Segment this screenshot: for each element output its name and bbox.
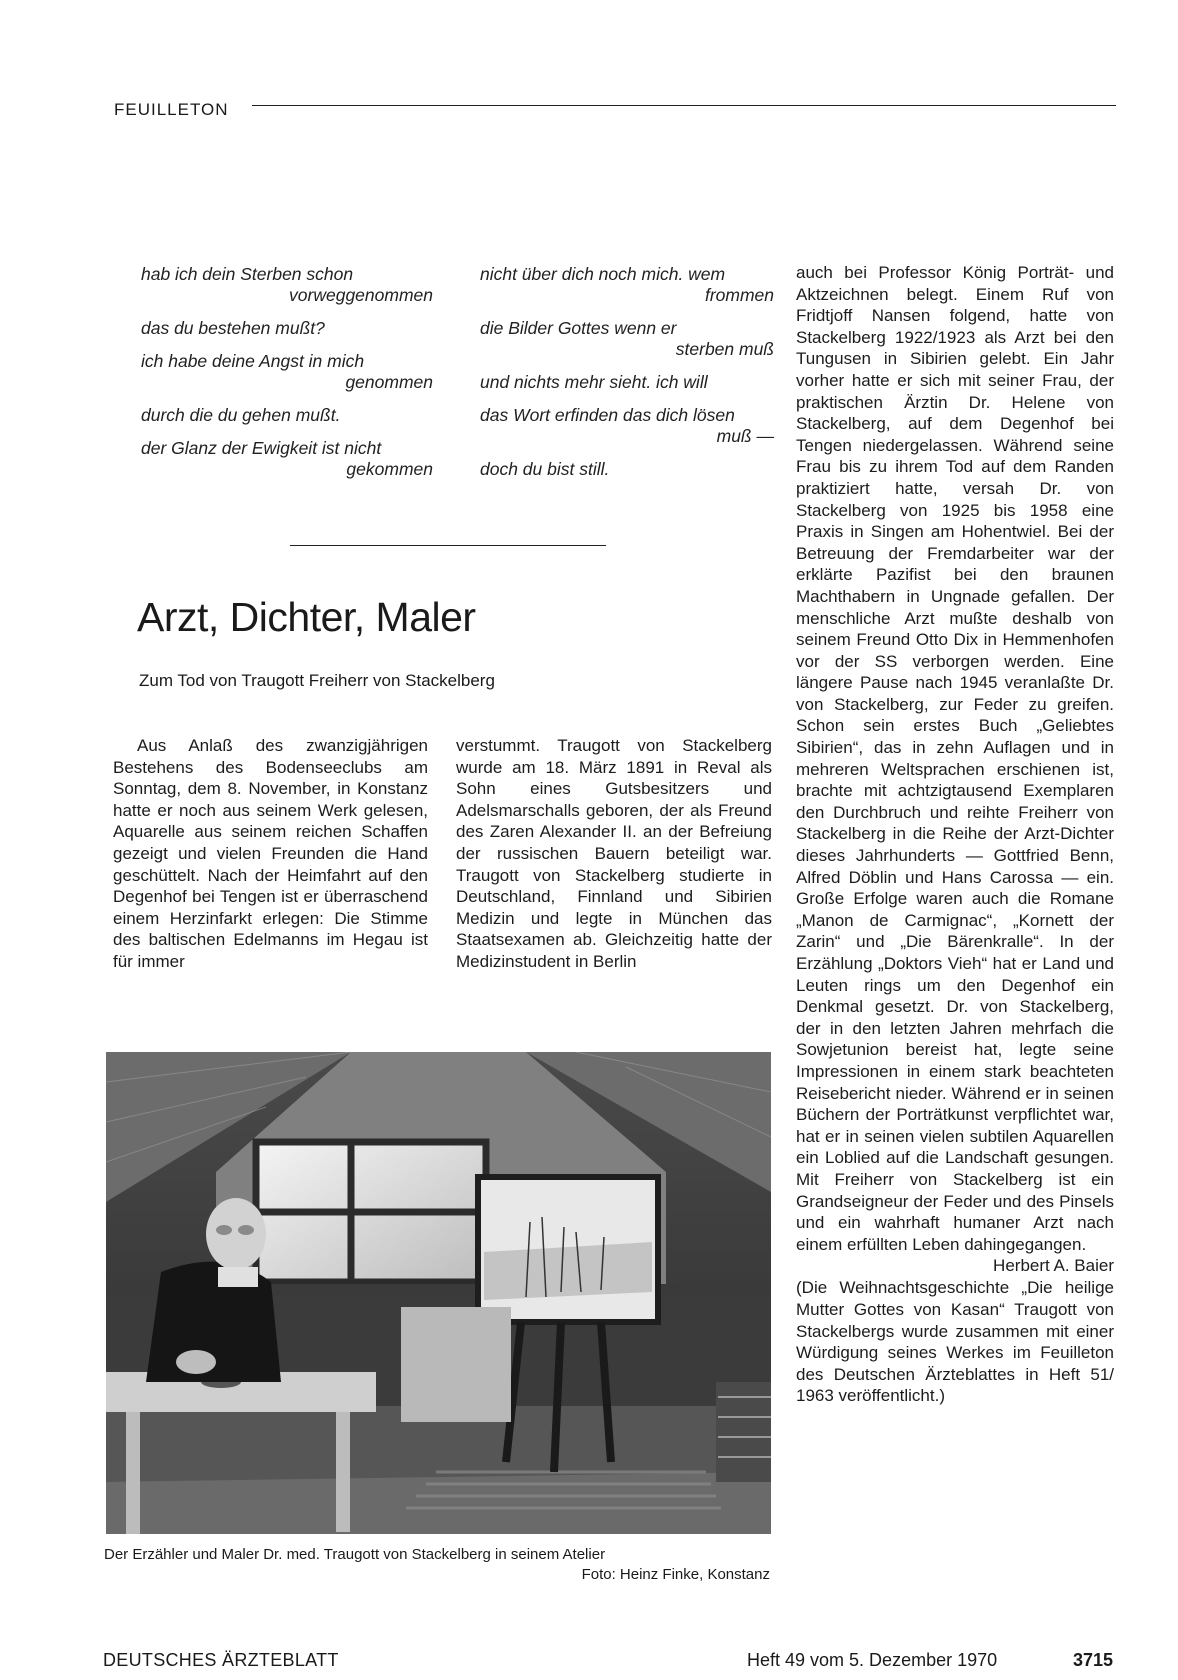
poem-line: vorweggenommen	[289, 285, 433, 305]
poem-stanza	[480, 459, 774, 480]
poem-line: muß —	[716, 426, 774, 446]
poem-line: sterben muß	[675, 339, 774, 359]
poem-stanza	[141, 405, 433, 426]
poem-line: der Glanz der Ewigkeit ist nicht	[141, 438, 382, 458]
article-column-3	[796, 262, 1114, 1407]
poem-stanza	[480, 264, 774, 306]
journal-name: DEUTSCHES ÄRZTEBLATT	[103, 1650, 339, 1670]
poem-stanza	[480, 318, 774, 360]
author-signature: Herbert A. Baier	[993, 1256, 1114, 1276]
article-column-1: Aus Anlaß des zwanzigjährigen Bestehens des Bodenseeclubs am Sonntag, dem 8. November, in Konstanz hatte er noch aus seinem Werk gelesen, Aquarelle aus seinem reichen Schaffen gezeigt und vielen Freunden die Hand geschüttelt. Nach der Heimfahrt auf den Degenhof bei Tengen ist er überraschend einem Herzinfarkt erlegen: Die Stimme des baltischen Edelmanns im Hegau ist für immer	[113, 736, 428, 971]
caption-text: Der Erzähler und Maler Dr. med. Traugott von Stackelberg in seinem Atelier	[104, 1546, 606, 1563]
poem-line: das Wort erfinden das dich lösen	[480, 405, 735, 425]
article-subtitle: Zum Tod von Traugott Freiherr von Stackelberg	[139, 671, 495, 690]
poem-line: genommen	[345, 372, 433, 392]
poem-right-column	[480, 264, 774, 492]
poem-line: hab ich dein Sterben schon	[141, 264, 354, 284]
poem-stanza	[141, 318, 433, 339]
photo-credit: Foto: Heinz Finke, Konstanz	[581, 1566, 770, 1583]
atelier-photo	[106, 1052, 771, 1534]
page-number: 3715	[1073, 1650, 1114, 1670]
section-label: FEUILLETON	[114, 100, 229, 119]
poem-stanza	[141, 264, 433, 306]
photo-caption	[104, 1545, 770, 1585]
article-title: Arzt, Dichter, Maler	[137, 594, 476, 640]
poem-stanza	[480, 372, 774, 393]
issue-date: Heft 49 vom 5. Dezember 1970	[747, 1650, 998, 1670]
poem-line: das du bestehen mußt?	[141, 318, 325, 338]
poem-line: gekommen	[346, 459, 433, 479]
poem-left-column	[141, 264, 433, 492]
poem-line: doch du bist still.	[480, 459, 610, 479]
poem-line: und nichts mehr sieht. ich will	[480, 372, 708, 392]
editorial-note: (Die Weihnachtsgeschichte „Die heilige Mutter Gottes von Kasan“ Traugott von Stackelbergs wurde zusammen mit einer Würdigung seines Werkes im Feuilleton des Deutschen Ärzteblattes in Heft 51/ 1963 veröffentlicht.)	[796, 1278, 1114, 1406]
poem-line: frommen	[704, 285, 774, 305]
poem-line: ich habe deine Angst in mich	[141, 351, 365, 371]
atelier-photo-illustration	[106, 1052, 771, 1534]
poem-stanza	[480, 405, 774, 447]
header-rule	[252, 105, 1116, 106]
poem-line: die Bilder Gottes wenn er	[480, 318, 677, 338]
poem-line: nicht über dich noch mich. wem	[480, 264, 726, 284]
poem-stanza	[141, 438, 433, 480]
article-body-end: auch bei Professor König Porträt- und Aktzeichnen belegt. Einem Ruf von Fridtjoff Nansen folgend, hatte von Stackelberg 1922/1923 als Arzt bei den Tungusen in Sibirien gelebt. Ein Jahr vorher hatte er sich mit seiner Frau, der praktischen Ärztin Dr. Helene von Stackelberg, auf dem Degenhof bei Tengen niedergelassen. Während seine Frau bis zu ihrem Tod auf dem Randen praktiziert hatte, versah Dr. von Stackelberg von 1925 bis 1958 eine Praxis in Singen am Hohentwiel. Bei der Betreuung der Fremdarbeiter war der erklärte Pazifist bei den braunen Machthabern in Ungnade gefallen. Der menschliche Arzt mußte deshalb von seinem Freund Otto Dix in Hemmenhofen vor der SS verborgen werden. Eine längere Pause nach 1945 veranlaßte Dr. von Stackelberg, zur Feder zu greifen. Schon sein erstes Buch „Geliebtes Sibirien“, das in zehn Auflagen und in mehreren Weltsprachen erschienen ist, brachte mit achtzigtausend Exemplaren den Durchbruch und reihte Freiherr von Stackelberg in die Reihe der Arzt-Dichter dieses Jahrhunderts — Gottfried Benn, Alfred Döblin und Hans Carossa — ein. Große Erfolge waren auch die Romane „Manon de Carmignac“, „Kornett der Zarin“ und „Die Bärenkralle“. In der Erzählung „Doktors Vieh“ hat er Land und Leuten rings um den Degenhof ein Denkmal gesetzt. Dr. von Stackelberg, der in den letzten Jahren mehrfach die Sowjetunion bereist hat, legte seine Impressionen in einem stark beachteten Reisebericht nieder. Während er in seinen Büchern der Porträtkunst verpflichtet war, hat er in seinen vielen subtilen Aquarellen ein Loblied auf die Landschaft gesungen. Mit Freiherr von Stackelberg ist ein Grandseigneur der Feder und des Pinsels und ein wahrhaft humaner Arzt nach einem erfüllten Leben dahingegangen. Herbert A. Baier	[796, 263, 1114, 1276]
poem-stanza	[141, 351, 433, 393]
article-column-2: verstummt. Traugott von Stackelberg wurde am 18. März 1891 in Reval als Sohn eines Gutsbesitzers und Adelsmarschalls geboren, der als Freund des Zaren Alexander II. an der Befreiung der russischen Bauern beteiligt war. Traugott von Stackelberg studierte in Deutschland, Finnland und Sibirien Medizin und legte in München das Staatsexamen ab. Gleichzeitig hatte der Medizinstudent in Berlin	[456, 736, 772, 971]
section-divider	[290, 545, 606, 546]
poem-line: durch die du gehen mußt.	[141, 405, 341, 425]
